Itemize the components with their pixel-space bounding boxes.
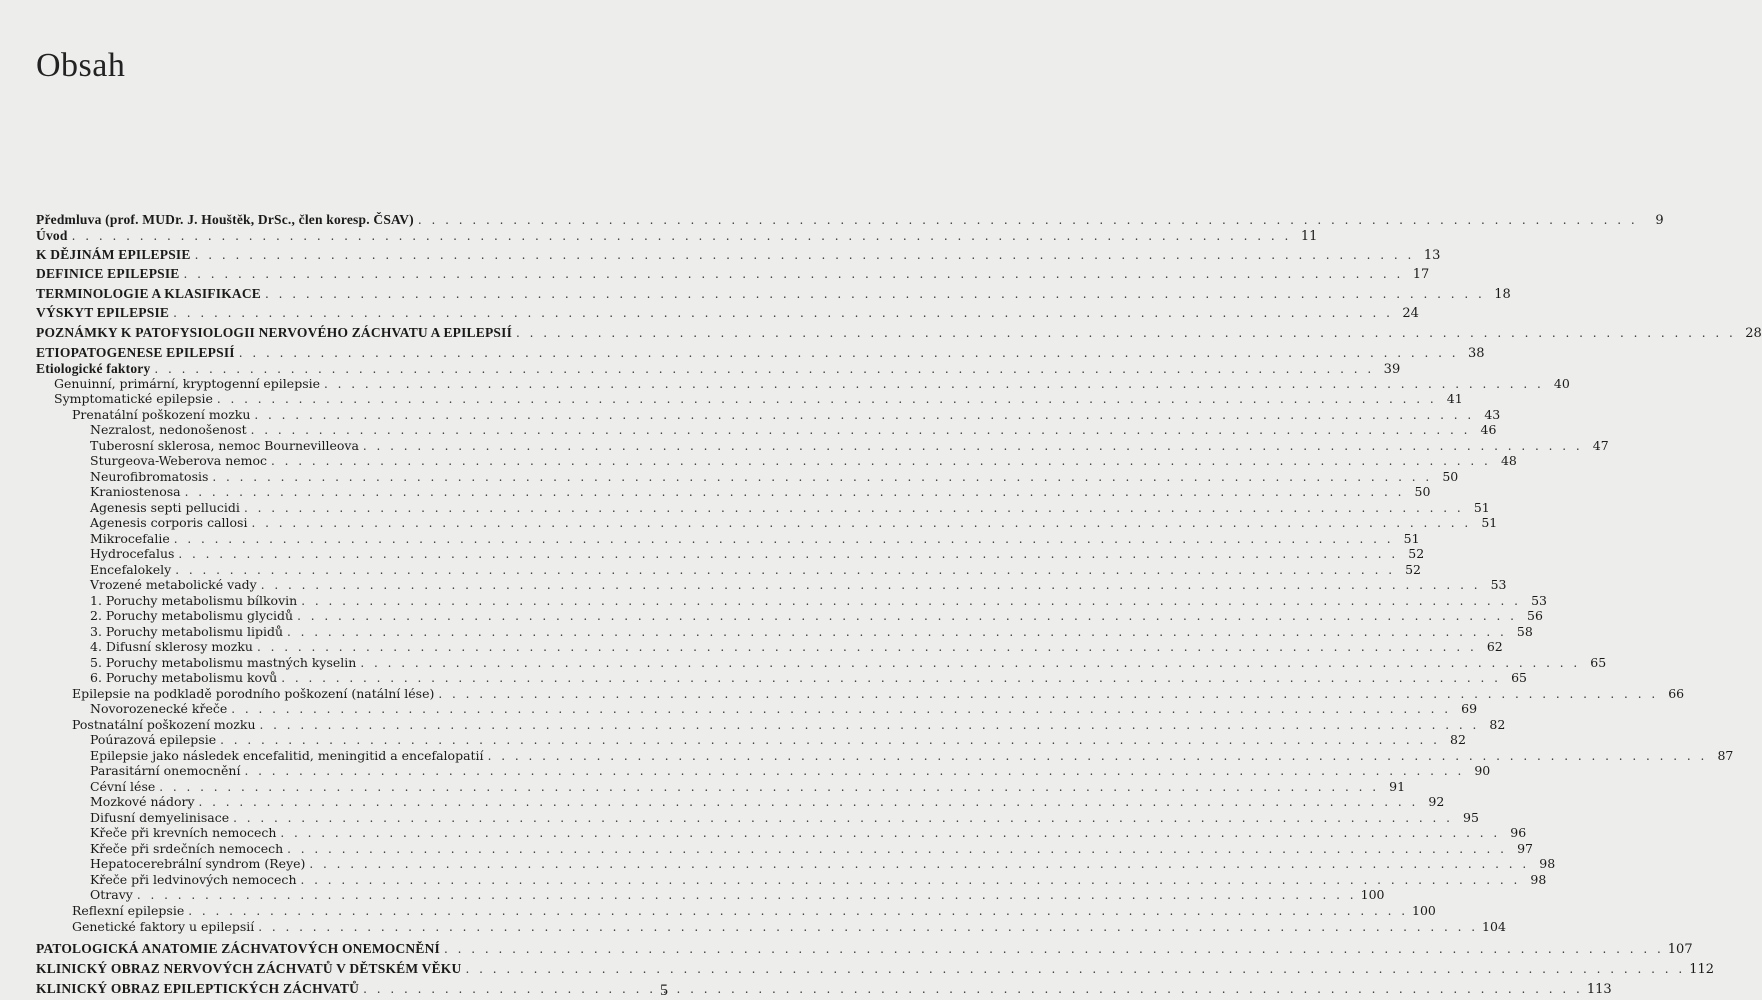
dot-leader bbox=[444, 941, 1664, 957]
toc-entry bbox=[90, 469, 1459, 485]
toc-entry-text: Vrozené metabolické vady bbox=[90, 577, 257, 592]
toc-entry-title bbox=[90, 593, 297, 609]
toc-entry-title bbox=[72, 919, 254, 935]
dot-leader bbox=[220, 732, 1440, 748]
toc-entry-text: 3. Poruchy metabolismu lipidů bbox=[90, 624, 284, 639]
dot-leader bbox=[287, 624, 1507, 640]
toc-entry-page: 28 bbox=[1745, 326, 1762, 341]
dot-leader bbox=[244, 763, 1464, 779]
toc-entry-page: 50 bbox=[1414, 484, 1431, 499]
toc-entry-text: 5. Poruchy metabolismu mastných kyselin bbox=[90, 655, 357, 670]
toc-entry-page: 96 bbox=[1510, 825, 1527, 840]
toc-entry-text: Reflexní epilepsie bbox=[72, 903, 185, 918]
toc-entry-title bbox=[90, 655, 356, 671]
toc-entry-page: 17 bbox=[1412, 267, 1430, 282]
toc-entry-page: 97 bbox=[1517, 841, 1533, 856]
toc-entry-title bbox=[90, 670, 277, 686]
toc-entry bbox=[72, 407, 1501, 423]
toc-entry-page: 69 bbox=[1461, 701, 1478, 716]
toc-entry-text: Genetické faktory u epilepsií bbox=[72, 919, 255, 934]
dot-leader bbox=[265, 286, 1485, 302]
toc-entry-title bbox=[90, 608, 293, 624]
toc-entry-title bbox=[90, 469, 208, 485]
toc-entry-page: 82 bbox=[1489, 717, 1506, 732]
toc-entry-text: Mozkové nádory bbox=[90, 794, 195, 809]
toc-entry-title bbox=[54, 391, 213, 407]
toc-entry bbox=[54, 376, 1570, 392]
toc-entry-text: Parasitární onemocnění bbox=[90, 763, 241, 778]
toc-entry-title bbox=[90, 841, 283, 857]
toc-entry-page: 43 bbox=[1484, 407, 1501, 422]
toc-entry-page: 53 bbox=[1531, 593, 1547, 608]
dot-leader bbox=[137, 887, 1357, 903]
toc-entry-title bbox=[90, 701, 227, 717]
toc-entry bbox=[36, 305, 1419, 321]
toc-entry bbox=[90, 825, 1527, 841]
toc-entry bbox=[90, 577, 1507, 593]
dot-leader bbox=[260, 717, 1480, 733]
toc-entry bbox=[90, 794, 1445, 810]
toc-entry-title bbox=[90, 453, 267, 469]
toc-entry bbox=[90, 701, 1478, 717]
toc-entry bbox=[90, 500, 1490, 516]
toc-entry-bold-title: ETIOPATOGENESE EPILEPSIÍ bbox=[36, 345, 235, 360]
toc-entry-page: 113 bbox=[1586, 982, 1612, 997]
dot-leader bbox=[251, 515, 1471, 531]
toc-entry-bold-title: POZNÁMKY K PATOFYSIOLOGII NERVOVÉHO ZÁCHVATU A EPILEPSIÍ bbox=[36, 325, 513, 340]
dot-leader bbox=[178, 546, 1398, 562]
toc-entry-text: Poúrazová epilepsie bbox=[90, 732, 217, 747]
toc-entry-title bbox=[36, 325, 512, 341]
toc-entry bbox=[36, 266, 1430, 282]
toc-entry-bold-title: TERMINOLOGIE A KLASIFIKACE bbox=[36, 286, 261, 301]
toc-entry-title bbox=[90, 887, 133, 903]
toc-entry bbox=[90, 531, 1420, 547]
toc-entry bbox=[90, 624, 1533, 640]
dot-leader bbox=[488, 748, 1708, 764]
dot-leader bbox=[188, 903, 1408, 919]
toc-entry-text: 2. Poruchy metabolismu glycidů bbox=[90, 608, 294, 623]
page-number: 5 bbox=[660, 982, 668, 999]
toc-entry-title bbox=[90, 438, 359, 454]
toc-entry-title bbox=[90, 872, 297, 888]
toc-entry-bold-title: K DĚJINÁM EPILEPSIE bbox=[36, 247, 191, 262]
toc-entry bbox=[36, 941, 1693, 957]
toc-entry-title bbox=[90, 484, 181, 500]
dot-leader bbox=[363, 981, 1583, 997]
toc-entry bbox=[90, 438, 1609, 454]
toc-entry bbox=[36, 212, 1664, 228]
dot-leader bbox=[199, 794, 1419, 810]
toc-entry-text: 6. Poruchy metabolismu kovů bbox=[90, 670, 278, 685]
dot-leader bbox=[438, 686, 1658, 702]
toc-entry-page: 90 bbox=[1474, 763, 1491, 778]
toc-entry-title bbox=[36, 247, 191, 263]
toc-entry bbox=[90, 748, 1734, 764]
toc-entry-page: 66 bbox=[1668, 686, 1685, 701]
dot-leader bbox=[271, 453, 1491, 469]
dot-leader bbox=[324, 376, 1544, 392]
dot-leader bbox=[233, 810, 1453, 826]
toc-entry-text: Hydrocefalus bbox=[90, 546, 175, 561]
toc-entry-bold-title: Etiologické faktory bbox=[36, 361, 151, 376]
dot-leader bbox=[195, 247, 1415, 263]
toc-entry-title bbox=[90, 624, 283, 640]
toc-entry bbox=[90, 810, 1479, 826]
toc-entry-page: 46 bbox=[1480, 422, 1497, 437]
toc-entry-bold-title: VÝSKYT EPILEPSIE bbox=[36, 305, 170, 320]
toc-entry-text: Křeče při krevních nemocech bbox=[90, 825, 277, 840]
toc-entry-title bbox=[36, 345, 235, 361]
toc-entry-text: Nezralost, nedonošenost bbox=[90, 422, 247, 437]
toc-entry-title bbox=[36, 228, 68, 244]
toc-entry-title bbox=[90, 546, 174, 562]
toc-entry-text: Hepatocerebrální syndrom (Reye) bbox=[90, 856, 306, 871]
toc-entry bbox=[90, 732, 1466, 748]
toc-entry-text: Epilepsie jako následek encefalitid, meningitid a encefalopatií bbox=[90, 748, 484, 763]
toc-entry-text: 4. Difusní sklerosy mozku bbox=[90, 639, 253, 654]
dot-leader bbox=[257, 639, 1477, 655]
toc-entry bbox=[36, 961, 1715, 977]
dot-leader bbox=[360, 655, 1580, 671]
toc-entry-bold-title: KLINICKÝ OBRAZ EPILEPTICKÝCH ZÁCHVATŮ bbox=[36, 981, 360, 996]
toc-entry bbox=[72, 919, 1506, 935]
toc-entry bbox=[90, 453, 1517, 469]
toc-entry-page: 38 bbox=[1468, 346, 1485, 361]
toc-entry bbox=[90, 515, 1498, 531]
toc-entry-page: 62 bbox=[1486, 639, 1503, 654]
toc-entry bbox=[36, 361, 1401, 377]
dot-leader bbox=[159, 779, 1379, 795]
dot-leader bbox=[254, 407, 1474, 423]
toc-entry-text: Otravy bbox=[90, 887, 133, 902]
dot-leader bbox=[212, 469, 1432, 485]
dot-leader bbox=[258, 919, 1478, 935]
toc-entry-bold-title: KLINICKÝ OBRAZ NERVOVÝCH ZÁCHVATŮ V DĚTSKÉM VĚKU bbox=[36, 961, 462, 976]
toc-entry-page: 104 bbox=[1482, 919, 1506, 934]
toc-entry-text: Tuberosní sklerosa, nemoc Bournevilleova bbox=[90, 438, 359, 453]
toc-entry-page: 98 bbox=[1539, 856, 1556, 871]
dot-leader bbox=[516, 325, 1736, 341]
toc-entry-title bbox=[90, 531, 170, 547]
toc-entry-page: 92 bbox=[1428, 794, 1445, 809]
dot-leader bbox=[297, 608, 1517, 624]
dot-leader bbox=[287, 841, 1507, 857]
toc-entry-page: 58 bbox=[1516, 624, 1533, 639]
toc-entry bbox=[36, 325, 1762, 341]
toc-entry-page: 50 bbox=[1442, 469, 1459, 484]
dot-leader bbox=[465, 961, 1685, 977]
toc-entry bbox=[72, 903, 1436, 919]
toc-entry-page: 98 bbox=[1530, 872, 1547, 887]
toc-entry-page: 52 bbox=[1405, 562, 1422, 577]
toc-entry-page: 112 bbox=[1689, 962, 1715, 977]
dot-leader bbox=[281, 670, 1501, 686]
toc-entry-title bbox=[36, 981, 359, 997]
dot-leader bbox=[217, 391, 1437, 407]
toc-entry-text: Křeče při srdečních nemocech bbox=[90, 841, 284, 856]
dot-leader bbox=[261, 577, 1481, 593]
toc-entry-page: 51 bbox=[1481, 515, 1498, 530]
toc-entry-title bbox=[90, 856, 305, 872]
dot-leader bbox=[154, 361, 1374, 377]
toc-entry-title bbox=[90, 515, 247, 531]
toc-entry-title bbox=[54, 376, 320, 392]
toc-entry bbox=[36, 981, 1612, 997]
toc-entry-page: 65 bbox=[1511, 670, 1527, 685]
toc-entry bbox=[36, 286, 1511, 302]
toc-entry-text: Symptomatické epilepsie bbox=[54, 391, 213, 406]
toc-entry-text: Mikrocefalie bbox=[90, 531, 170, 546]
toc-entry bbox=[36, 247, 1441, 263]
toc-entry-page: 56 bbox=[1527, 608, 1543, 623]
toc-entry-text: Křeče při ledvinových nemocech bbox=[90, 872, 297, 887]
toc-entry bbox=[54, 391, 1463, 407]
toc-entry-text: 1. Poruchy metabolismu bílkovin bbox=[90, 593, 298, 608]
toc-entry-text: Genuinní, primární, kryptogenní epilepsie bbox=[54, 376, 321, 391]
toc-entry-page: 95 bbox=[1463, 810, 1479, 825]
toc-entry-page: 39 bbox=[1383, 362, 1401, 377]
toc-entry-page: 24 bbox=[1402, 306, 1419, 321]
toc-entry-title bbox=[72, 903, 184, 919]
page-title: Obsah bbox=[36, 46, 126, 84]
toc-entry bbox=[90, 872, 1547, 888]
toc-entry-text: Encefalokely bbox=[90, 562, 172, 577]
toc-entry-title bbox=[90, 779, 155, 795]
toc-entry-page: 51 bbox=[1403, 531, 1420, 546]
dot-leader bbox=[280, 825, 1500, 841]
toc-entry bbox=[72, 717, 1506, 733]
toc-entry-text: Kraniostenosa bbox=[90, 484, 181, 499]
toc-entry-bold-title: Úvod bbox=[36, 228, 68, 243]
toc-entry-title bbox=[90, 732, 216, 748]
toc-entry-text: Neurofibromatosis bbox=[90, 469, 209, 484]
toc-entry-page: 41 bbox=[1446, 391, 1463, 406]
toc-entry-text: Novorozenecké křeče bbox=[90, 701, 228, 716]
dot-leader bbox=[309, 856, 1529, 872]
toc-entry-page: 82 bbox=[1450, 732, 1466, 747]
dot-leader bbox=[72, 228, 1292, 244]
toc-entry-text: Cévní lése bbox=[90, 779, 156, 794]
toc-entry-title bbox=[72, 717, 256, 733]
toc-entry bbox=[90, 763, 1491, 779]
toc-entry-page: 52 bbox=[1408, 546, 1425, 561]
toc-entry-page: 11 bbox=[1300, 229, 1318, 244]
toc-entry-text: Prenatální poškození mozku bbox=[72, 407, 251, 422]
dot-leader bbox=[174, 531, 1394, 547]
toc-entry-page: 53 bbox=[1490, 577, 1507, 592]
toc-entry-title bbox=[90, 810, 229, 826]
dot-leader bbox=[239, 345, 1459, 361]
dot-leader bbox=[185, 484, 1405, 500]
toc-entry-page: 107 bbox=[1667, 942, 1693, 957]
toc-entry-title bbox=[90, 422, 247, 438]
toc-entry-text: Sturgeova-Weberova nemoc bbox=[90, 453, 268, 468]
toc-entry bbox=[90, 887, 1385, 903]
toc-entry bbox=[90, 856, 1556, 872]
toc-entry bbox=[36, 228, 1318, 244]
toc-entry bbox=[90, 608, 1543, 624]
toc-entry-title bbox=[72, 686, 434, 702]
toc-entry bbox=[90, 639, 1503, 655]
toc-entry-title bbox=[36, 941, 440, 957]
toc-entry-title bbox=[36, 961, 461, 977]
toc-entry-title bbox=[36, 212, 414, 228]
toc-entry-title bbox=[90, 577, 257, 593]
toc-entry bbox=[90, 593, 1547, 609]
toc-entry-page: 100 bbox=[1360, 887, 1385, 902]
toc-entry-title bbox=[90, 562, 171, 578]
toc-entry-bold-title: Předmluva bbox=[36, 212, 102, 227]
dot-leader bbox=[184, 266, 1404, 282]
dot-leader bbox=[301, 872, 1521, 888]
dot-leader bbox=[301, 593, 1521, 609]
toc-entry-title bbox=[72, 407, 250, 423]
toc-entry bbox=[90, 484, 1431, 500]
dot-leader bbox=[244, 500, 1464, 516]
toc-entry bbox=[90, 546, 1425, 562]
toc-entry-page: 100 bbox=[1412, 903, 1436, 918]
toc-entry-bold-title: DEFINICE EPILEPSIE bbox=[36, 266, 180, 281]
toc-entry bbox=[90, 779, 1406, 795]
toc-entry-page: 51 bbox=[1473, 500, 1490, 515]
toc-entry bbox=[90, 841, 1533, 857]
toc-entry-title bbox=[90, 748, 484, 764]
toc-entry-title bbox=[90, 825, 276, 841]
toc-entry-title bbox=[36, 305, 169, 321]
toc-entry-page: 13 bbox=[1423, 248, 1441, 263]
dot-leader bbox=[251, 422, 1471, 438]
toc-entry-text: Difusní demyelinisace bbox=[90, 810, 230, 825]
toc-entry-page: 87 bbox=[1717, 748, 1734, 763]
toc-entry-title bbox=[90, 763, 240, 779]
toc-entry bbox=[90, 670, 1527, 686]
toc-entry-text: (prof. MUDr. J. Houštěk, DrSc., člen koresp. ČSAV) bbox=[101, 212, 414, 227]
toc-entry-title bbox=[36, 286, 261, 302]
dot-leader bbox=[175, 562, 1395, 578]
toc-entry-text: Agenesis corporis callosi bbox=[90, 515, 248, 530]
toc-entry-text: Agenesis septi pellucidi bbox=[90, 500, 240, 515]
toc-entry bbox=[90, 562, 1422, 578]
toc-entry-page: 40 bbox=[1553, 376, 1570, 391]
toc-entry-page: 48 bbox=[1500, 453, 1517, 468]
toc-entry bbox=[90, 655, 1607, 671]
toc-entry-text: Epilepsie na podkladě porodního poškození (natální lése) bbox=[72, 686, 435, 701]
dot-leader bbox=[173, 305, 1393, 321]
toc-entry-title bbox=[90, 794, 195, 810]
toc-entry bbox=[72, 686, 1685, 702]
toc-entry-title bbox=[90, 639, 253, 655]
toc-entry-page: 65 bbox=[1590, 655, 1607, 670]
toc-entry bbox=[90, 422, 1497, 438]
toc-entry-page: 18 bbox=[1494, 287, 1511, 302]
toc-entry-title bbox=[36, 361, 150, 377]
toc-entry-text: Postnatální poškození mozku bbox=[72, 717, 256, 732]
toc-entry bbox=[36, 345, 1485, 361]
toc-entry-title bbox=[36, 266, 180, 282]
toc-entry-page: 9 bbox=[1655, 213, 1664, 228]
toc-entry-page: 91 bbox=[1389, 779, 1406, 794]
dot-leader bbox=[418, 212, 1638, 228]
toc-entry-page: 47 bbox=[1592, 438, 1609, 453]
dot-leader bbox=[231, 701, 1451, 717]
toc-entry-title bbox=[90, 500, 240, 516]
dot-leader bbox=[363, 438, 1583, 454]
toc-entry-bold-title: PATOLOGICKÁ ANATOMIE ZÁCHVATOVÝCH ONEMOCNĚNÍ bbox=[36, 941, 440, 956]
